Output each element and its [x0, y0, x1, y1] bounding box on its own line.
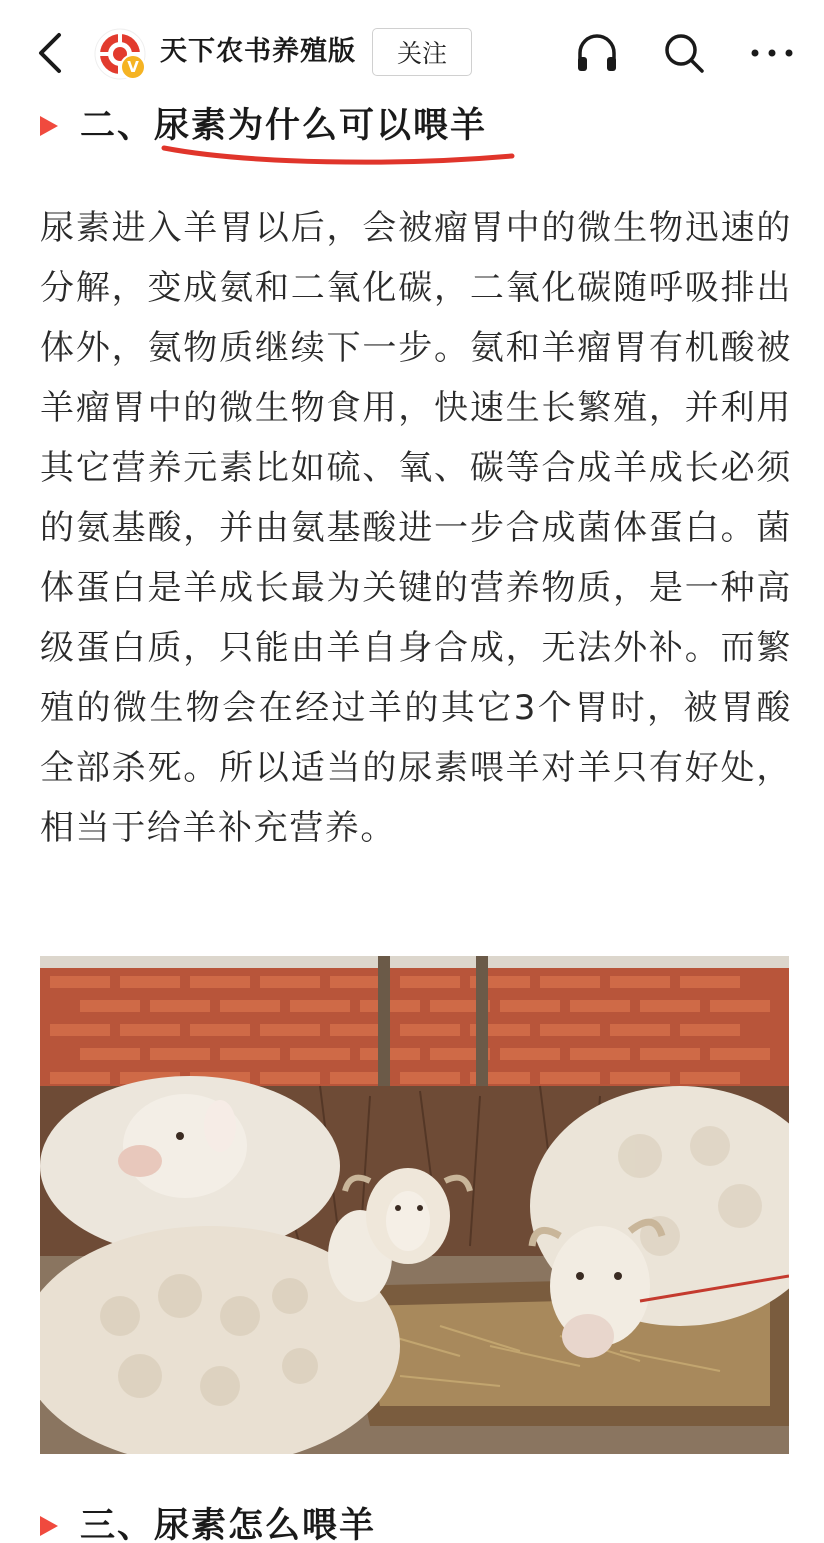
- sheep-photo[interactable]: [40, 956, 789, 1454]
- article-paragraph: 尿素进入羊胃以后，会被瘤胃中的微生物迅速的分解，变成氨和二氧化碳，二氧化碳随呼吸排出体外，氨物质继续下一步。氨和羊瘤胃有机酸被羊瘤胃中的微生物食用，快速生长繁殖，并利用其它营养元素比如硫、氧、碳等合成羊成长必须的氨基酸，并由氨基酸进一步合成菌体蛋白。菌体蛋白是羊成长最为关键的营养物质，是一种高级蛋白质，只能由羊自身合成，无法外补。而繁殖的微生物会在经过羊的其它3个胃时，被胃酸全部杀死。所以适当的尿素喂羊对羊只有好处，相当于给羊补充营养。: [40, 208, 792, 848]
- headphones-icon: [574, 30, 620, 76]
- sheep-feeding-image: [40, 956, 789, 1454]
- account-name[interactable]: 天下农书养殖版: [160, 36, 356, 67]
- search-button[interactable]: [654, 24, 714, 82]
- highlight-underline: [158, 136, 518, 172]
- top-bar: [0, 0, 824, 104]
- search-icon: [662, 31, 706, 75]
- heading-marker-icon: [40, 1516, 58, 1536]
- verified-badge: V: [120, 54, 146, 80]
- section-heading-3: [40, 1504, 376, 1543]
- back-button[interactable]: [28, 26, 72, 80]
- section-title-2: 二、尿素为什么可以喂羊: [80, 106, 488, 146]
- heading-marker-icon: [40, 116, 58, 136]
- section-title-3: 三、尿素怎么喂羊: [80, 1506, 377, 1543]
- back-arrow-icon: [35, 31, 65, 75]
- listen-button[interactable]: [567, 24, 627, 82]
- more-icon: [749, 47, 795, 59]
- follow-button[interactable]: 关注: [372, 28, 472, 76]
- more-button[interactable]: [742, 24, 802, 82]
